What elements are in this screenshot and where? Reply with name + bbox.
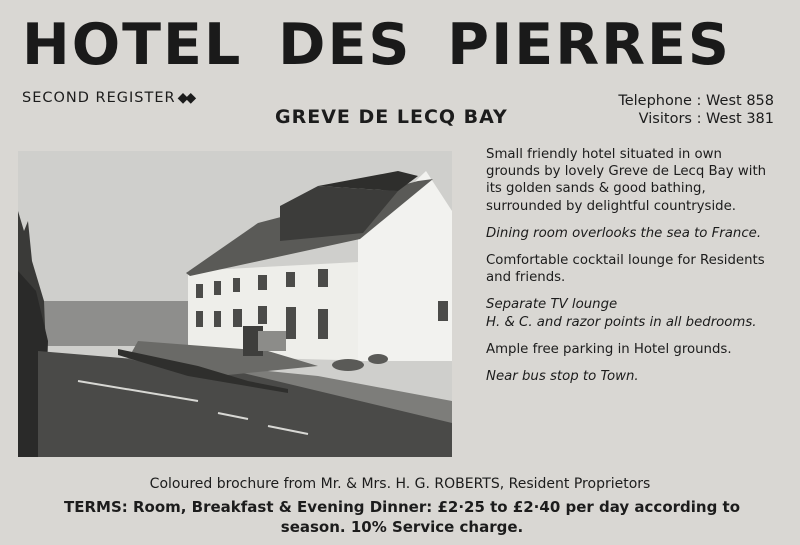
terms-line-2: season. 10% Service charge. bbox=[280, 518, 524, 536]
description-bus: Near bus stop to Town. bbox=[486, 369, 639, 385]
terms-block bbox=[22, 497, 782, 537]
hotel-photo-illustration bbox=[18, 151, 452, 457]
location-heading: GREVE DE LECQ BAY bbox=[275, 106, 508, 128]
description-tv-lounge: Separate TV lounge bbox=[486, 297, 618, 313]
description-amenities bbox=[486, 296, 776, 330]
description-intro: Small friendly hotel situated in own grounds by lovely Greve de Lecq Bay with its golden sands & good bathing, surrounded by delightful countryside. bbox=[486, 147, 767, 214]
description-column bbox=[486, 146, 776, 395]
description-rooms: H. & C. and razor points in all bedrooms. bbox=[486, 314, 757, 330]
second-register-text: SECOND REGISTER bbox=[22, 90, 176, 106]
visitors-line: Visitors : West 381 bbox=[638, 111, 774, 127]
description-dining: Dining room overlooks the sea to France. bbox=[486, 225, 762, 241]
terms-line-1: TERMS: Room, Breakfast & Evening Dinner: £2·25 to £2·40 per day according to bbox=[63, 498, 741, 516]
diamond-icon: ◆◆ bbox=[177, 90, 194, 106]
telephone-line: Telephone : West 858 bbox=[618, 93, 774, 109]
brochure-line: Coloured brochure from Mr. & Mrs. H. G. ROBERTS, Resident Proprietors bbox=[149, 476, 651, 492]
second-register-label bbox=[22, 90, 193, 106]
description-lounge: Comfortable cocktail lounge for Residents and friends. bbox=[486, 253, 765, 286]
description-parking: Ample free parking in Hotel grounds. bbox=[486, 341, 732, 357]
hotel-photo bbox=[18, 151, 452, 457]
hotel-title: HOTEL DES PIERRES bbox=[22, 12, 731, 78]
phone-numbers bbox=[618, 92, 774, 128]
